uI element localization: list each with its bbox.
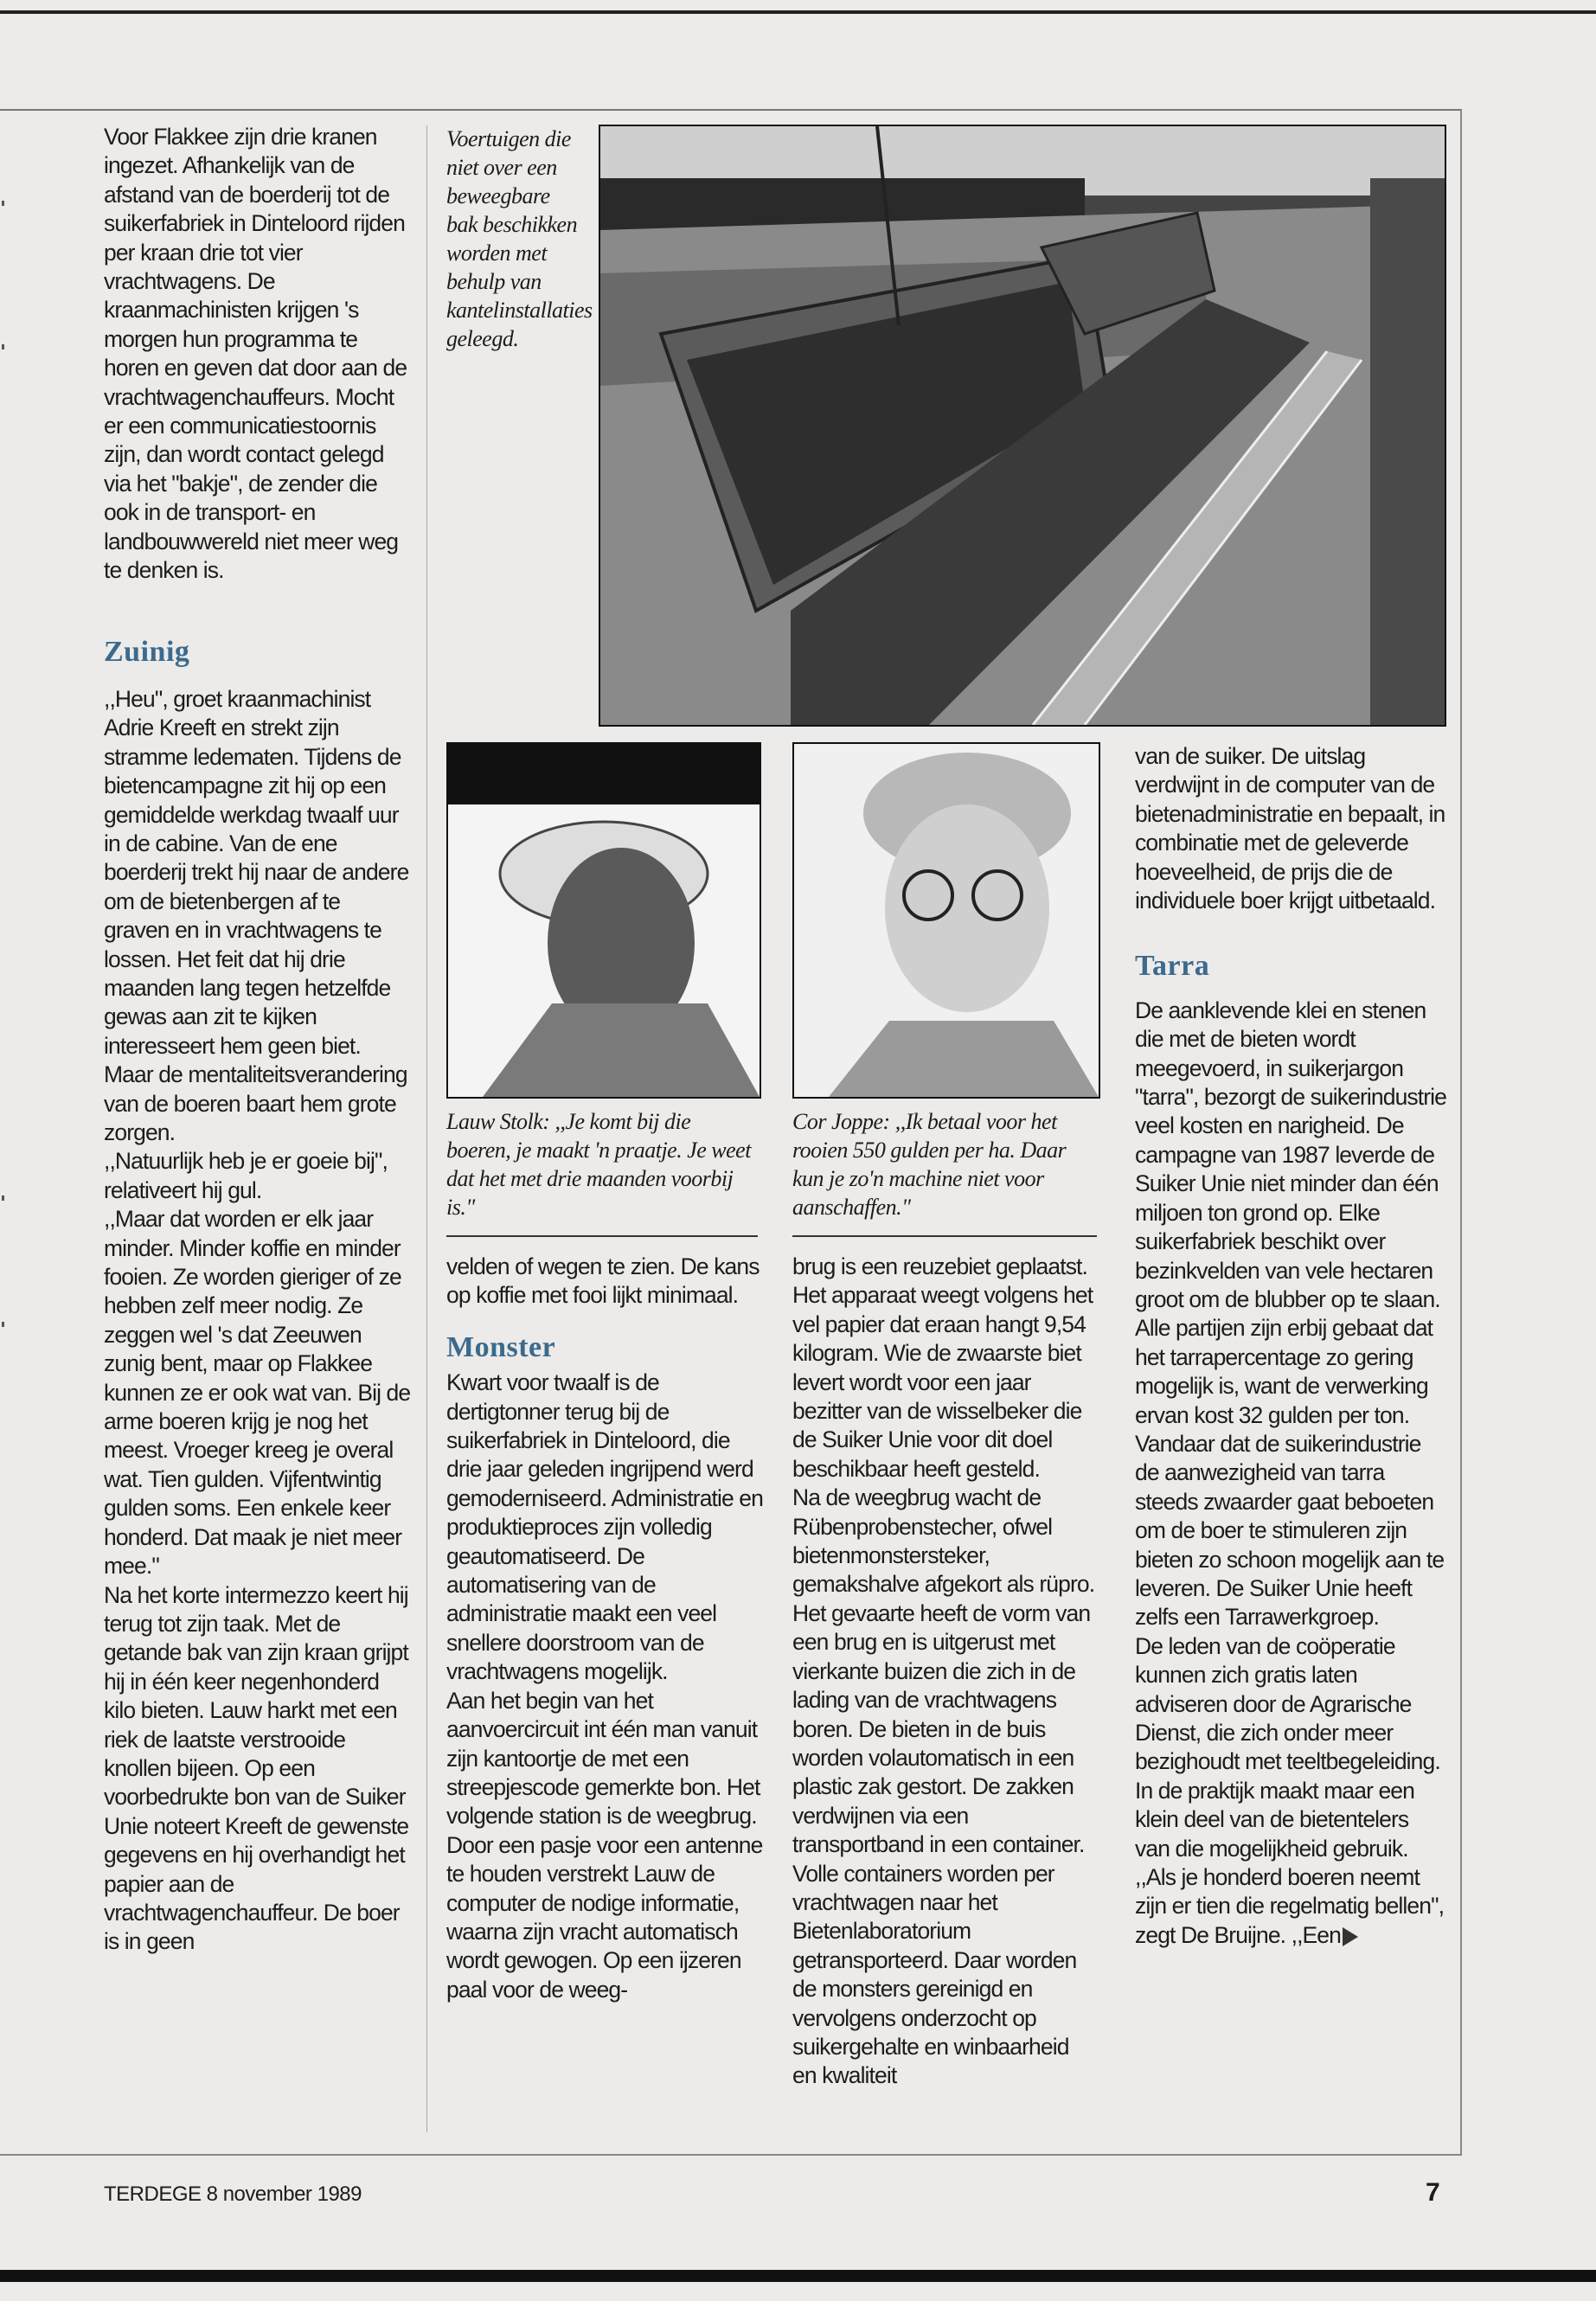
continue-arrow-icon: [1343, 1927, 1358, 1946]
col2-paragraph: Kwart voor twaalf is de dertigtonner terug bij de suikerfabriek in Dinteloord, die drie jaar geleden ingrijpend werd gemoderniseerd. Administratie en produktieproces zijn volledig geautomatiseerd. De automatisering van de administratie maakt een veel snellere doorstroom van de vrachtwagens mogelijk.: [446, 1369, 763, 1685]
column-2: [446, 1253, 763, 2004]
heading-tarra: Tarra: [1135, 950, 1210, 983]
page-number: 7: [1426, 2178, 1440, 2207]
col1-intro: Voor Flakkee zijn drie kranen ingezet. Afhankelijk van de afstand van de boerderij tot de suikerfabriek in Dinteloord rijden per kraan drie tot vier vrachtwagens. De kraanmachinisten krijgen 's morgen hun programma te horen en geven dat door aan de vrachtwagenchauffeurs. Mocht er een communicatiestoornis zijn, dan wordt contact gelegd via het "bakje", de zender die ook in de transport- en landbouwwereld niet meer weg te denken is.: [104, 124, 407, 584]
col4-paragraph: De aanklevende klei en stenen die met de bieten wordt meegevoerd, in suikerjargon "tarra", bezorgt de suikerindustrie veel kosten en narigheid. De campagne van 1987 leverde de Suiker Unie niet minder dan één miljoen ton grond op. Elke suikerfabriek beschikt over bezinkvelden van vele hectaren groot om de blubber op te slaan.: [1135, 997, 1446, 1312]
col4-paragraph: Alle partijen zijn erbij gebaat dat het tarrapercentage zo gering mogelijk is, want de verwerking ervan kost 32 gulden per ton. Vandaar dat de suikerindustrie de aanwezigheid van tarra steeds zwaarder gaat beboeten om de boer te stimuleren zijn bieten zo schoon mogelijk aan te leveren. De Suiker Unie heeft zelfs een Tarrawerkgroep.: [1135, 1315, 1445, 1631]
col3-paragraph: brug is een reuzebiet geplaatst. Het apparaat weegt volgens het vel papier dat eraan hangt 9,54 kilogram. Wie de zwaarste biet levert wordt voor een jaar bezitter van de wisselbeker die de Suiker Unie voor dit doel beschikbaar heeft gesteld.: [792, 1253, 1093, 1482]
column-3: [792, 1253, 1097, 2091]
col2-paragraph: Aan het begin van het aanvoercircuit int één man vanuit zijn kantoortje de met een streepjescode gemerkte bon. Het volgende station is de weegbrug. Door een pasje voor een antenne te houden verstrekt Lauw de computer de nodige informatie, waarna zijn vracht automatisch wordt gewogen. Op een ijzeren paal voor de weeg-: [446, 1687, 763, 2003]
caption-lauw-stolk: Lauw Stolk: ,,Je komt bij die boeren, je maakt 'n praatje. Je weet dat het met drie maanden voorbij is.": [446, 1109, 751, 1220]
col1-paragraph: ,,Heu", groet kraanmachinist Adrie Kreeft en strekt zijn stramme ledematen. Tijdens de bietencampagne zit hij op een gemiddelde werkdag twaalf uur in de cabine. Van de ene boerderij trekt hij naar de andere om de bietenbergen af te graven en in vrachtwagens te lossen. Het feit dat hij drie maanden lang tegen hetzelfde gewas aan zit te kijken interesseert hem geen biet. Maar de mentaliteitsverandering van de boeren baart hem grote zorgen.: [104, 685, 409, 1145]
footer-publication: TERDEGE 8 november 1989: [104, 2182, 362, 2206]
bottom-bar: [0, 2270, 1596, 2282]
heading-zuinig: Zuinig: [104, 635, 190, 668]
top-rule: [0, 10, 1596, 14]
edge-mark: [2, 201, 4, 206]
col3-paragraph: Na de weegbrug wacht de Rübenprobenstecher, ofwel bietenmonstersteker, gemakshalve afgekort als rüpro. Het gevaarte heeft de vorm van een brug en is uitgerust met vierkante buizen die zich in de lading van de vrachtwagens boren. De bieten in de buis worden volautomatisch in een plastic zak gestort. De zakken verdwijnen via een transportband in een container. Volle containers worden per vrachtwagen naar het Bietenlaboratorium getransporteerd. Daar worden de monsters gereinigd en vervolgens onderzocht op suikergehalte en winbaarheid en kwaliteit: [792, 1484, 1095, 2089]
caption-cor-joppe: Cor Joppe: ,,Ik betaal voor het rooien 550 gulden per ha. Daar kun je zo'n machine niet voor aanschaffen.": [792, 1109, 1067, 1220]
column-divider: [426, 125, 427, 2132]
col4-paragraph: van de suiker. De uitslag verdwijnt in de computer van de bietenadministratie en bepaalt, in combinatie met de geleverde hoeveelheid, de prijs die de individuele boer krijgt uitbetaald.: [1135, 743, 1445, 914]
heading-monster: Monster: [446, 1330, 556, 1363]
col2-paragraph: velden of wegen te zien. De kans op koffie met fooi lijkt minimaal.: [446, 1253, 760, 1309]
col4-last-text: De leden van de coöperatie kunnen zich gratis laten adviseren door de Agrarische Dienst, die zich onder meer bezighoudt met teeltbegeleiding. In de praktijk maakt maar een klein deel van de bietentelers van die mogelijkheid gebruik. ,,Als je honderd boeren neemt zijn er tien die regelmatig bellen", zegt De Bruijne. ,,Een: [1135, 1632, 1445, 1948]
trucks-caption: Voertuigen die niet over een beweegbare bak beschikken worden met behulp van kantelinstallaties geleegd.: [446, 126, 593, 351]
caption-rule: [792, 1235, 1097, 1237]
edge-mark: [2, 1322, 4, 1327]
edge-mark: [2, 1195, 4, 1201]
portrait-cor-joppe: [792, 742, 1100, 1099]
column-1: [104, 123, 411, 1957]
column-4: [1135, 742, 1446, 1950]
caption-rule: [446, 1235, 758, 1237]
col1-paragraph: ,,Natuurlijk heb je er goeie bij", relativeert hij gul.: [104, 1148, 388, 1203]
trucks-photo: [599, 125, 1446, 727]
col4-paragraph: [1135, 1632, 1446, 1950]
portrait-lauw-stolk: [446, 742, 761, 1099]
col1-paragraph: Na het korte intermezzo keert hij terug tot zijn taak. Met de getande bak van zijn kraan grijpt hij in één keer negenhonderd kilo bieten. Lauw harkt met een riek de laatste verstrooide knollen bijeen. Op een voorbedrukte bon van de Suiker Unie noteert Kreeft de gewenste gegevens en hij overhandigt het papier aan de vrachtwagenchauffeur. De boer is in geen: [104, 1581, 409, 1955]
col1-paragraph: ,,Maar dat worden er elk jaar minder. Minder koffie en minder fooien. Ze worden gieriger of ze hebben zelf meer nodig. Ze zeggen wel 's dat Zeeuwen zunig bent, maar op Flakkee kunnen ze er ook wat van. Bij de arme boeren krijg je nog het meest. Vroeger kreeg je overal wat. Tien gulden. Vijfentwintig gulden soms. Een enkele keer honderd. Dat maak je niet meer mee.": [104, 1206, 411, 1580]
edge-mark: [2, 344, 4, 349]
